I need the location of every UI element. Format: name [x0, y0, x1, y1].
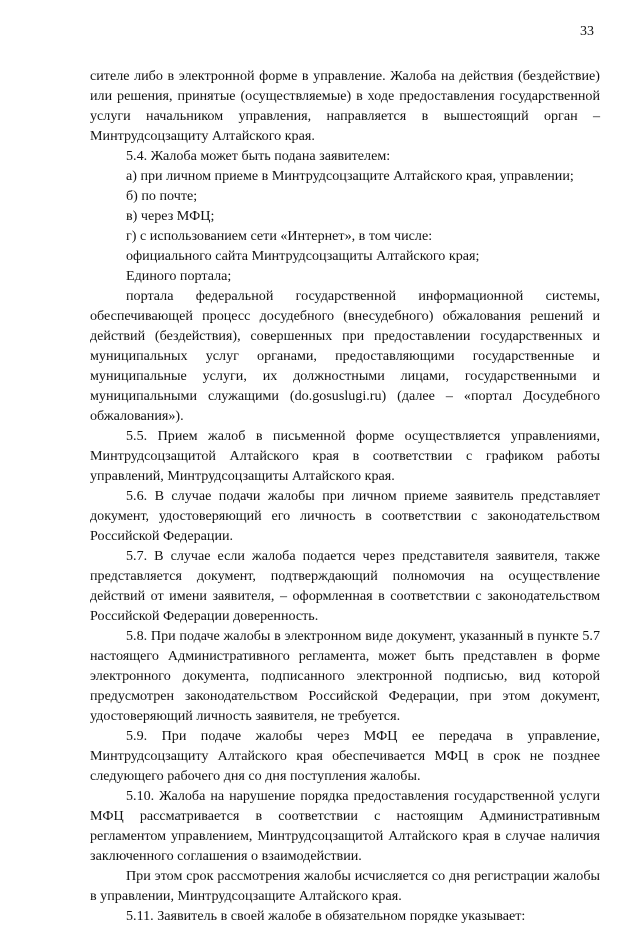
page-number: 33 — [580, 24, 594, 39]
paragraph-5-6: 5.6. В случае подачи жалобы при личном приеме заявитель представляет документ, удостоверяющий его личность в соответствии с законодательством Российской Федерации. — [90, 488, 600, 544]
list-item-official-site: официального сайта Минтрудсоцзащиты Алтайского края; — [126, 248, 480, 264]
list-item-a: а) при личном приеме в Минтрудсоцзащите Алтайского края, управлении; — [126, 168, 574, 184]
paragraph-5-7: 5.7. В случае если жалоба подается через представителя заявителя, также представляется документ, подтверждающий полномочия на осуществление действий от имени заявителя, – оформленная в соответствии с законодательством Российской Федерации доверенность. — [90, 548, 600, 624]
paragraph-5-11: 5.11. Заявитель в своей жалобе в обязательном порядке указывает: — [126, 908, 526, 924]
paragraph-5-10: 5.10. Жалоба на нарушение порядка предоставления государственной услуги МФЦ рассматривается в соответствии с настоящим Административным регламентом управлением, Минтрудсоцзащитой Алтайского края в случае наличия заключенного соглашения о взаимодействии. — [90, 788, 600, 864]
paragraph-5-8: 5.8. При подаче жалобы в электронном виде документ, указанный в пункте 5.7 настоящего Административного регламента, может быть представлен в форме электронного документа, подписанного электронной подписью, вид которой предусмотрен законодательством Российской Федерации, при этом документ, удостоверяющий личность заявителя, не требуется. — [90, 628, 600, 724]
paragraph-5-9: 5.9. При подаче жалобы через МФЦ ее передача в управление, Минтрудсоцзащиту Алтайского края обеспечивается МФЦ в срок не позднее следующего рабочего дня со дня поступления жалобы. — [90, 728, 600, 784]
list-item-b: б) по почте; — [126, 188, 198, 204]
list-item-federal-portal: портала федеральной государственной информационной системы, обеспечивающей процесс досудебного (внесудебного) обжалования решений и действий (бездействия), совершенных при предоставлении государственных и муниципальных услуг органами, предоставляющими государственные и муниципальные услуги, их должностными лицами, государственными и муниципальными служащими (do.gosuslugi.ru) (далее – «портал Досудебного обжалования»). — [90, 288, 600, 424]
paragraph-continuation: сителе либо в электронной форме в управление. Жалоба на действия (бездействие) или решения, принятые (осуществляемые) в ходе предоставления государственной услуги начальником управления, направляется в вышестоящий орган – Минтрудсоцзащиту Алтайского края. — [90, 68, 600, 144]
paragraph-review-term: При этом срок рассмотрения жалобы исчисляется со дня регистрации жалобы в управлении, Минтрудсоцзащите Алтайского края. — [90, 868, 600, 904]
list-item-single-portal: Единого портала; — [126, 268, 232, 284]
list-item-v: в) через МФЦ; — [126, 208, 215, 224]
page-body — [90, 66, 600, 926]
list-item-g: г) с использованием сети «Интернет», в том числе: — [126, 228, 433, 244]
paragraph-5-5: 5.5. Прием жалоб в письменной форме осуществляется управлениями, Минтрудсоцзащитой Алтайского края в соответствии с графиком работы управлений, Минтрудсоцзащиты Алтайского края. — [90, 428, 600, 484]
paragraph-5-4: 5.4. Жалоба может быть подана заявителем: — [126, 148, 391, 164]
